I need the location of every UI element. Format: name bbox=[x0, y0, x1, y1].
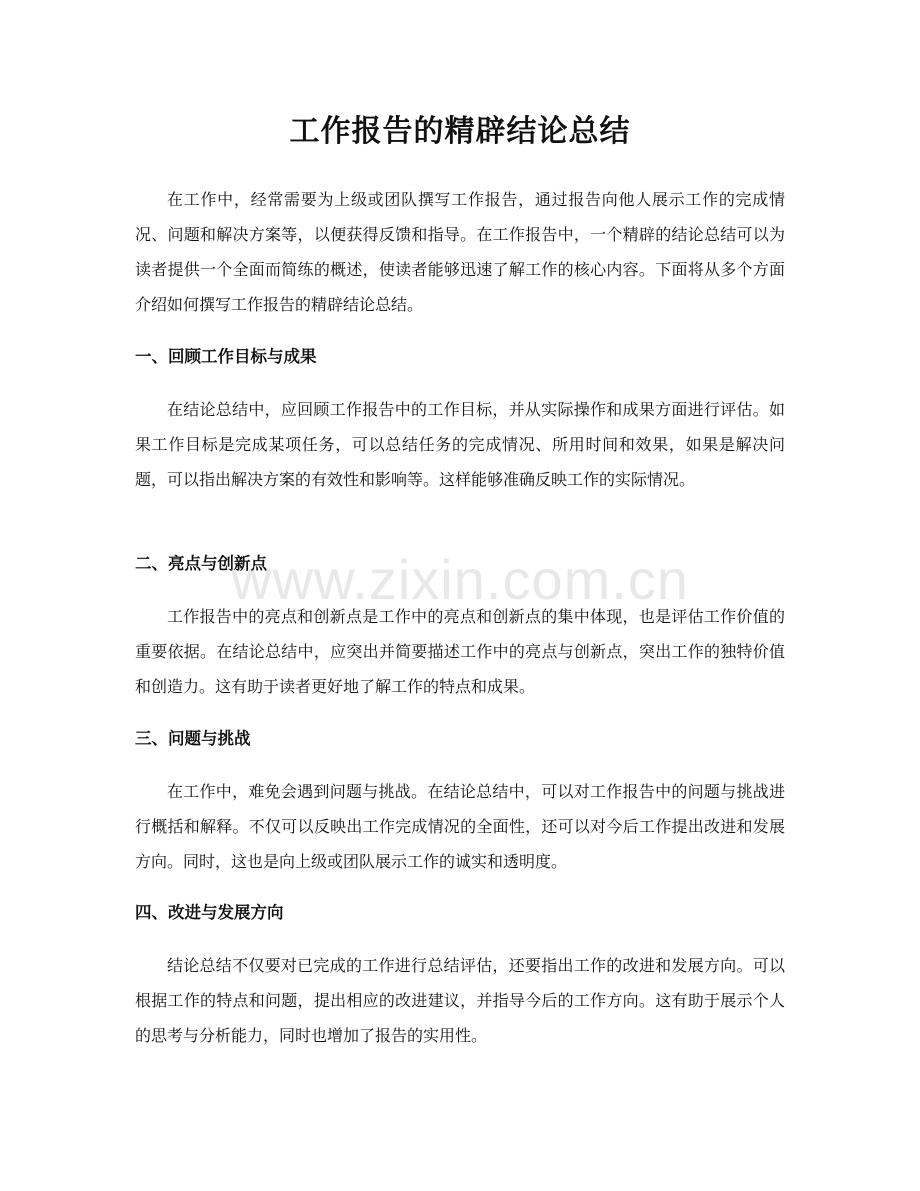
section-heading-2: 二、亮点与创新点 bbox=[135, 554, 267, 573]
section-body-2: 工作报告中的亮点和创新点是工作中的亮点和创新点的集中体现，也是评估工作价值的重要依据。在结论总结中，应突出并简要描述工作中的亮点与创新点，突出工作的独特价值和创造力。这有助于读者更好地了解工作的特点和成果。 bbox=[135, 607, 785, 696]
section-heading-4: 四、改进与发展方向 bbox=[135, 903, 284, 922]
section-body-3: 在工作中，难免会遇到问题与挑战。在结论总结中，可以对工作报告中的问题与挑战进行概括和解释。不仅可以反映出工作完成情况的全面性，还可以对今后工作提出改进和发展方向。同时，这也是向上级或团队展示工作的诚实和透明度。 bbox=[135, 782, 785, 871]
watermark: www.zixin.com.cn bbox=[231, 548, 689, 611]
intro-paragraph: 在工作中，经常需要为上级或团队撰写工作报告，通过报告向他人展示工作的完成情况、问题和解决方案等，以便获得反馈和指导。在工作报告中，一个精辟的结论总结可以为读者提供一个全面而简练的概述，使读者能够迅速了解工作的核心内容。下面将从多个方面介绍如何撰写工作报告的精辟结论总结。 bbox=[135, 190, 785, 314]
section-body-4: 结论总结不仅要对已完成的工作进行总结评估，还要指出工作的改进和发展方向。可以根据工作的特点和问题，提出相应的改进建议，并指导今后的工作方向。这有助于展示个人的思考与分析能力，同时也增加了报告的实用性。 bbox=[135, 956, 785, 1045]
section-heading-3: 三、问题与挑战 bbox=[135, 729, 251, 748]
page-title: 工作报告的精辟结论总结 bbox=[289, 114, 631, 149]
section-heading-1: 一、回顾工作目标与成果 bbox=[135, 347, 317, 366]
section-body-1: 在结论总结中，应回顾工作报告中的工作目标，并从实际操作和成果方面进行评估。如果工作目标是完成某项任务，可以总结任务的完成情况、所用时间和效果，如果是解决问题，可以指出解决方案的有效性和影响等。这样能够准确反映工作的实际情况。 bbox=[135, 400, 785, 489]
